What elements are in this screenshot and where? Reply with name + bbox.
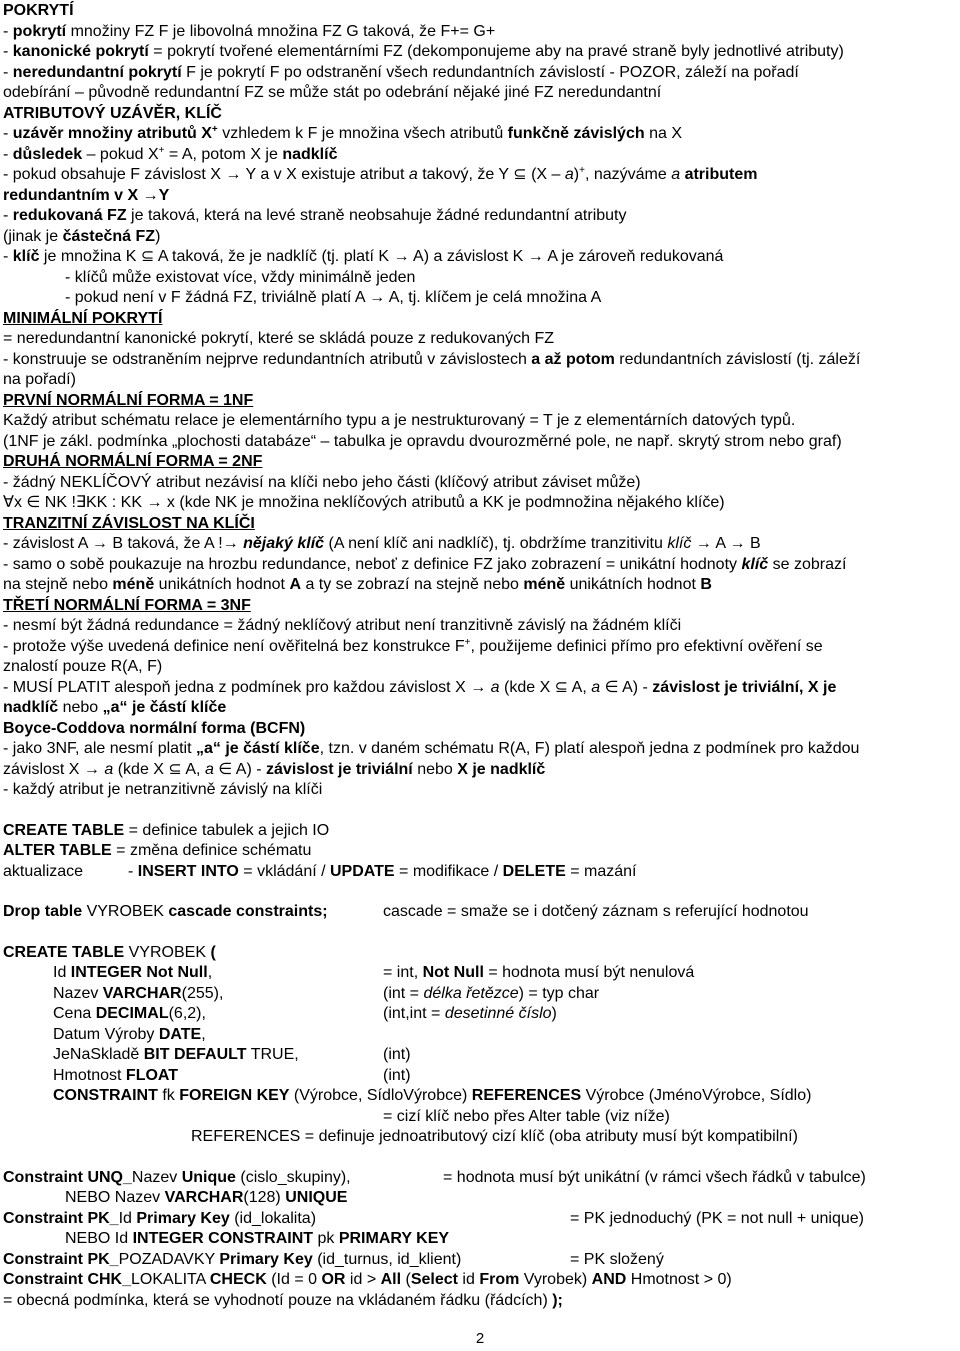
text-segment: délka řetězce (423, 984, 519, 1002)
text-line (3, 780, 957, 801)
line-left-column (3, 1210, 316, 1227)
text-segment: - protože výše uvedená definice není ověřitelná bez konstrukce F (3, 637, 465, 655)
text-segment: VARCHAR (164, 1189, 244, 1206)
text-segment: (jinak je (3, 227, 63, 245)
text-segment: = PK jednoduchý (PK = not null + unique) (570, 1209, 864, 1227)
line-right-column (128, 862, 636, 883)
text-segment: = obecná podmínka, která se vyhodnotí pouze na vkládaném řádku (řádcích) (3, 1291, 553, 1309)
text-line (3, 247, 957, 268)
text-segment: Drop table (3, 903, 83, 920)
text-segment: (int,int = (383, 1005, 445, 1022)
text-segment: na stejně nebo (3, 576, 113, 593)
text-segment: CHECK (209, 1271, 267, 1288)
text-line (3, 514, 957, 535)
text-segment: JeNaSkladě (53, 1046, 144, 1063)
text-segment: důsledek (12, 145, 83, 163)
text-segment: nadklíč (3, 699, 59, 716)
text-segment: = cizí klíč nebo přes Alter table (viz níže) (383, 1107, 670, 1125)
text-segment: funkčně závislých (507, 125, 645, 142)
text-line (3, 268, 957, 289)
text-segment: Nazev (53, 984, 103, 1002)
blank-line (3, 1148, 957, 1168)
text-segment: = int, (383, 964, 423, 981)
text-line (3, 719, 957, 740)
text-line (3, 1127, 957, 1148)
text-line (3, 104, 957, 125)
text-segment: (Id = 0 (266, 1271, 322, 1288)
line-left-column (3, 1005, 206, 1022)
text-segment: = modifikace / (394, 862, 503, 880)
text-segment: - samo o sobě poukazuje na hrozbu redundance, neboť z definice FZ jako zobrazení = unikátní hodnoty (3, 555, 742, 573)
text-line (3, 411, 957, 432)
line-left-column (3, 863, 83, 880)
text-segment: redukovaná FZ (12, 207, 127, 224)
text-segment: se zobrazí (768, 555, 847, 573)
text-segment: „a“ je částí klíče (102, 699, 227, 716)
text-segment: Každý atribut schématu relace je elementárního typu a je nestrukturovaný = T je z elementárních datových typů. (3, 412, 796, 429)
text-line (3, 698, 957, 719)
text-segment: FOREIGN KEY (179, 1087, 290, 1104)
text-segment: a (591, 678, 601, 696)
two-column-line (3, 984, 957, 1005)
text-segment: (1NF je zákl. podmínka „plochosti databáze“ – tabulka je opravdu dvourozměrné pole, ne např. skrytý strom nebo graf) (3, 432, 842, 450)
text-segment: (cislo_skupiny), (235, 1168, 351, 1186)
text-segment: množiny FZ F je libovolná množina FZ G taková, že F+= G+ (66, 22, 496, 40)
text-segment: pokrytí (12, 22, 67, 40)
text-segment: méně (523, 576, 566, 593)
line-left-column (3, 1067, 178, 1084)
text-line (3, 657, 957, 678)
text-segment: ∈ A) - (600, 678, 653, 696)
text-segment: (kde X ⊆ A, (499, 678, 592, 696)
text-line (3, 534, 957, 555)
line-left-column (3, 985, 223, 1002)
text-segment: a (408, 166, 418, 183)
text-segment: Boyce-Coddova normální forma (BCFN) (3, 719, 306, 737)
text-line (3, 943, 957, 964)
text-segment: (6,2), (168, 1005, 206, 1022)
text-segment: (Výrobce, SídloVýrobce) (289, 1087, 472, 1104)
text-segment: je taková, která na levé straně neobsahuje žádné redundantní atributy (126, 207, 627, 224)
text-line (3, 575, 957, 596)
text-segment: - konstruuje se odstraněním nejprve redundantních atributů v závislostech (3, 350, 532, 368)
text-segment: redundantním v X →Y (3, 186, 170, 204)
text-segment: VYROBEK (82, 903, 169, 920)
text-line (3, 391, 957, 412)
text-segment: VARCHAR (102, 984, 182, 1002)
text-segment: Datum Výroby (53, 1025, 159, 1043)
text-segment: atributem (684, 166, 758, 183)
text-segment: na X (644, 125, 682, 142)
text-segment: CREATE TABLE (3, 943, 125, 961)
line-right-column (383, 984, 599, 1005)
text-segment: - MUSÍ PLATIT alespoň jedna z podmínek pro každou závislost X → (3, 678, 491, 696)
text-line (3, 821, 957, 842)
text-line (3, 370, 957, 391)
text-segment: UNIQUE (285, 1189, 348, 1206)
text-line (3, 841, 957, 862)
text-segment: (int) (383, 1046, 411, 1063)
text-segment: nebo (412, 760, 458, 778)
text-segment: - (3, 22, 13, 40)
two-column-line (3, 1250, 957, 1271)
text-segment: X je nadklíč (457, 760, 546, 778)
text-segment: PRVNÍ NORMÁLNÍ FORMA = 1NF (3, 391, 254, 409)
text-segment: = PK složený (570, 1250, 664, 1268)
text-segment: cascade = smaže se i dotčený záznam s referující hodnotou (383, 903, 809, 920)
two-column-line (3, 1004, 957, 1025)
text-segment: - (3, 43, 13, 60)
text-segment: nebo (58, 699, 103, 716)
text-segment: = pokrytí tvořené elementárními FZ (dekomponujeme aby na pravé straně byly jednotlivé atributy) (148, 43, 844, 60)
text-segment: - (3, 63, 13, 81)
text-segment: Constraint PK_ (3, 1250, 119, 1268)
text-segment: FLOAT (125, 1066, 179, 1084)
two-column-line (3, 1066, 957, 1087)
text-line (3, 1086, 957, 1107)
text-segment: nějaký klíč (243, 535, 325, 552)
text-segment: Primary Key (136, 1209, 230, 1227)
two-column-line (3, 1209, 957, 1230)
text-segment: a (204, 760, 214, 778)
text-segment: A (289, 576, 301, 593)
text-line (3, 596, 957, 617)
text-segment: REFERENCES (471, 1087, 582, 1104)
two-column-line (3, 1168, 957, 1189)
text-segment: Constraint UNQ_ (3, 1168, 132, 1186)
text-segment: (255), (181, 984, 224, 1002)
text-segment: Select (410, 1271, 458, 1288)
two-column-line (3, 1025, 957, 1046)
text-segment: - (3, 248, 13, 265)
text-segment: Cena (53, 1005, 96, 1022)
text-line (3, 555, 957, 576)
text-segment: méně (112, 576, 155, 593)
text-segment: TRANZITNÍ ZÁVISLOST NA KLÍČI (3, 514, 255, 532)
text-segment: CREATE TABLE (3, 821, 125, 839)
text-segment: neredundantní pokrytí (12, 63, 182, 81)
text-segment: BIT DEFAULT (143, 1046, 247, 1063)
text-segment: závislost je triviální (266, 760, 413, 778)
text-segment: klíč (741, 555, 769, 573)
text-segment: - pokud obsahuje F závislost X → Y a v X existuje atribut (3, 166, 409, 183)
text-segment: DATE (158, 1025, 202, 1043)
text-line (3, 227, 957, 248)
text-segment: - (3, 207, 13, 224)
text-segment: Výrobce (JménoVýrobce, Sídlo) (581, 1087, 812, 1104)
text-segment: - (128, 862, 138, 880)
text-segment: a (490, 678, 500, 696)
text-segment: From (479, 1271, 520, 1288)
text-segment: POZADAVKY (118, 1250, 220, 1268)
text-segment: ∀x ∈ NK !∃KK : KK → x (kde NK je množina neklíčových atributů a KK je podmnožina nějakého klíče) (3, 494, 725, 511)
text-segment: = vkládání / (238, 862, 330, 880)
line-left-column (3, 1026, 206, 1043)
text-segment: a (564, 166, 574, 183)
text-line (3, 1229, 957, 1250)
text-segment: Constraint CHK_ (3, 1271, 132, 1288)
text-segment: Id (118, 1209, 137, 1227)
text-segment: MINIMÁLNÍ POKRYTÍ (3, 309, 163, 327)
text-segment: INTEGER Not Null (70, 964, 208, 981)
line-right-column (570, 1209, 864, 1230)
text-line (3, 1291, 957, 1312)
text-segment: + (464, 636, 471, 648)
text-segment: - jako 3NF, ale nesmí platit (3, 740, 196, 757)
text-segment: INTEGER CONSTRAINT (132, 1230, 314, 1247)
text-segment: ) (573, 166, 580, 183)
text-segment: unikátních hodnot (565, 576, 701, 593)
text-segment: ATRIBUTOVÝ UZÁVĚR, KLÍČ (3, 104, 222, 122)
text-segment: Vyrobek) (519, 1271, 592, 1288)
text-line (3, 1188, 957, 1209)
text-segment: (kde X ⊆ A, (113, 760, 205, 778)
text-segment: je množina K ⊆ A taková, že je nadklíč (tj. platí K → A) a závislost K → A je zároveň redukovaná (39, 248, 724, 265)
blank-line (3, 923, 957, 943)
text-segment: závislost X → (3, 760, 105, 778)
text-line (3, 145, 957, 166)
text-line (3, 616, 957, 637)
text-line (3, 473, 957, 494)
text-segment: kanonické pokrytí (12, 43, 149, 60)
text-line (3, 329, 957, 350)
text-line (3, 493, 957, 514)
text-segment: uzávěr množiny atributů X (12, 125, 212, 142)
text-segment: REFERENCES = definuje jednoatributový cizí klíč (oba atributy musí být kompatibilní) (191, 1128, 798, 1145)
text-line (3, 760, 957, 781)
text-segment: B (700, 576, 712, 593)
text-segment: - závislost A → B taková, že A !→ (3, 535, 244, 552)
text-line (3, 637, 957, 658)
text-segment: Constraint PK_ (3, 1209, 119, 1227)
text-segment: Id (53, 964, 71, 981)
text-line (3, 124, 957, 145)
text-segment: - pokud není v F žádná FZ, triviálně platí A → A, tj. klíčem je celá množina A (65, 289, 602, 306)
text-segment: TŘETÍ NORMÁLNÍ FORMA = 3NF (3, 596, 251, 614)
text-segment: = změna definice schématu (111, 842, 312, 859)
text-segment: DECIMAL (95, 1005, 169, 1022)
text-segment: Hmotnost (53, 1066, 126, 1084)
text-segment: OR (321, 1271, 346, 1288)
text-segment: - každý atribut je netranzitivně závislý na klíči (3, 781, 323, 798)
two-column-line (3, 1045, 957, 1066)
line-left-column (3, 964, 212, 981)
text-segment: odebírání – původně redundantní FZ se může stát po odebrání nějaké jiné FZ neredundantní (3, 84, 662, 101)
text-segment: závislost je triviální, X je (652, 678, 837, 696)
text-segment: , použijeme definici přímo pro efektivní ověření se (470, 637, 823, 655)
text-segment: id > (345, 1271, 381, 1288)
text-segment: = neredundantní kanonické pokrytí, které se skládá pouze z redukovaných FZ (3, 330, 554, 347)
text-line (3, 63, 957, 84)
text-segment: All (380, 1271, 402, 1288)
text-segment: Hmotnost > 0) (626, 1271, 732, 1288)
text-line (3, 42, 957, 63)
line-left-column (3, 1251, 461, 1268)
text-segment: znalostí pouze R(A, F) (3, 658, 163, 675)
text-segment: ) (155, 227, 161, 245)
text-segment: , tzn. v daném schématu R(A, F) platí alespoň jedna z podmínek pro každou (319, 740, 860, 757)
text-segment: F je pokrytí F po odstranění všech redundantních závislostí - POZOR, záleží na pořadí (181, 63, 799, 81)
text-segment: ) (551, 1005, 557, 1022)
text-segment: + (211, 124, 218, 135)
text-segment: Unique (181, 1168, 236, 1186)
text-segment: = mazání (565, 862, 637, 880)
text-segment: DELETE (502, 862, 566, 880)
text-segment: Nazev (131, 1168, 182, 1186)
text-segment: cascade constraints; (168, 903, 328, 920)
text-segment: ( (210, 943, 216, 961)
text-line (3, 1107, 957, 1128)
text-segment: částečná FZ (62, 227, 156, 245)
text-segment: (128) (243, 1189, 286, 1206)
text-segment: vzhledem k F je množina všech atributů (217, 125, 508, 142)
text-segment: a (104, 760, 114, 778)
text-segment: + (579, 165, 585, 176)
document-page (3, 1, 957, 1311)
text-segment: AND (591, 1271, 627, 1288)
text-segment: INSERT INTO (137, 862, 239, 880)
text-segment: + (158, 144, 165, 156)
text-segment: Primary Key (219, 1250, 313, 1268)
text-segment: NEBO Id (65, 1230, 133, 1247)
text-segment: ); (552, 1291, 563, 1309)
text-segment: ) = typ char (518, 984, 600, 1002)
text-segment: VYROBEK (124, 943, 211, 961)
text-line (3, 288, 957, 309)
text-segment: a (671, 166, 681, 183)
text-segment: a až potom (531, 350, 615, 368)
line-right-column (383, 1004, 557, 1025)
text-segment: PRIMARY KEY (338, 1230, 450, 1247)
line-right-column (383, 1045, 411, 1066)
page-number: 2 (475, 1330, 485, 1347)
two-column-line (3, 963, 957, 984)
line-right-column (383, 963, 694, 984)
text-segment: = definice tabulek a jejich IO (124, 821, 330, 839)
text-segment: DRUHÁ NORMÁLNÍ FORMA = 2NF (3, 453, 263, 470)
text-segment: NEBO Nazev (65, 1189, 165, 1206)
two-column-line (3, 862, 957, 883)
text-segment: (int) (383, 1066, 411, 1084)
text-segment: ( (401, 1271, 411, 1288)
text-segment: - (3, 145, 13, 163)
text-segment: , (201, 1025, 206, 1043)
text-segment: klíč (667, 535, 692, 552)
text-segment: , nazýváme (584, 166, 672, 183)
text-segment: - klíčů může existovat více, vždy minimálně jeden (65, 268, 416, 286)
text-segment: a ty se zobrazí na stejně nebo (301, 576, 524, 593)
text-segment: (int = (383, 984, 424, 1002)
line-right-column (443, 1168, 866, 1189)
two-column-line (3, 902, 957, 923)
text-segment: „a“ je částí klíče (195, 740, 320, 757)
text-line (3, 350, 957, 371)
text-segment: – pokud X (82, 145, 159, 163)
text-line (3, 206, 957, 227)
text-segment: = hodnota musí být unikátní (v rámci všech řádků v tabulce) (443, 1168, 866, 1186)
text-segment: - nesmí být žádná redundance = žádný neklíčový atribut není tranzitivně závislý na žádném klíči (3, 617, 682, 634)
text-line (3, 1270, 957, 1291)
text-segment: unikátních hodnot (154, 576, 290, 593)
line-right-column (383, 1066, 411, 1087)
text-segment: fk (157, 1087, 180, 1104)
text-line (3, 1, 957, 22)
line-right-column (383, 902, 809, 923)
text-segment: (A není klíč ani nadklíč), tj. obdržíme tranzitivitu (324, 535, 668, 552)
text-segment: LOKALITA (131, 1271, 210, 1288)
text-segment: (id_lokalita) (229, 1209, 317, 1227)
text-segment: - (3, 125, 13, 142)
text-segment: (id_turnus, id_klient) (312, 1250, 462, 1268)
text-line (3, 678, 957, 699)
line-left-column (3, 903, 328, 920)
text-segment: redundantních závislostí (tj. záleží (614, 350, 861, 368)
text-segment: Not Null (422, 964, 484, 981)
text-line (3, 186, 957, 207)
text-segment: TRUE, (246, 1046, 299, 1063)
text-line (3, 432, 957, 453)
text-line (3, 165, 957, 186)
text-segment: na pořadí) (3, 371, 76, 388)
text-segment: → A → B (691, 535, 761, 552)
blank-line (3, 801, 957, 821)
text-segment: POKRYTÍ (3, 2, 74, 19)
text-line (3, 22, 957, 43)
text-segment: CONSTRAINT (53, 1087, 158, 1104)
text-segment: klíč (12, 248, 40, 265)
blank-line (3, 882, 957, 902)
text-segment: = A, potom X je (164, 145, 283, 163)
text-segment: - žádný NEKLÍČOVÝ atribut nezávisí na klíči nebo jeho části (klíčový atribut záviset může) (3, 473, 641, 491)
text-line (3, 739, 957, 760)
text-segment: , (207, 964, 213, 981)
line-left-column (3, 1046, 299, 1063)
line-right-column (570, 1250, 664, 1271)
text-line (3, 309, 957, 330)
text-segment: desetinné číslo (444, 1005, 552, 1022)
text-line (3, 83, 957, 104)
line-left-column (3, 1169, 351, 1186)
text-segment: pk (313, 1230, 339, 1247)
text-segment: takový, že Y ⊆ (X – (417, 166, 565, 183)
text-segment: ∈ A) - (213, 760, 267, 778)
text-segment: = hodnota musí být nenulová (483, 964, 695, 981)
text-segment: id (457, 1271, 480, 1288)
text-segment: nadklíč (282, 145, 338, 163)
text-segment: aktualizace (3, 862, 84, 880)
text-line (3, 452, 957, 473)
text-segment: ALTER TABLE (3, 842, 112, 859)
text-segment: UPDATE (330, 862, 395, 880)
